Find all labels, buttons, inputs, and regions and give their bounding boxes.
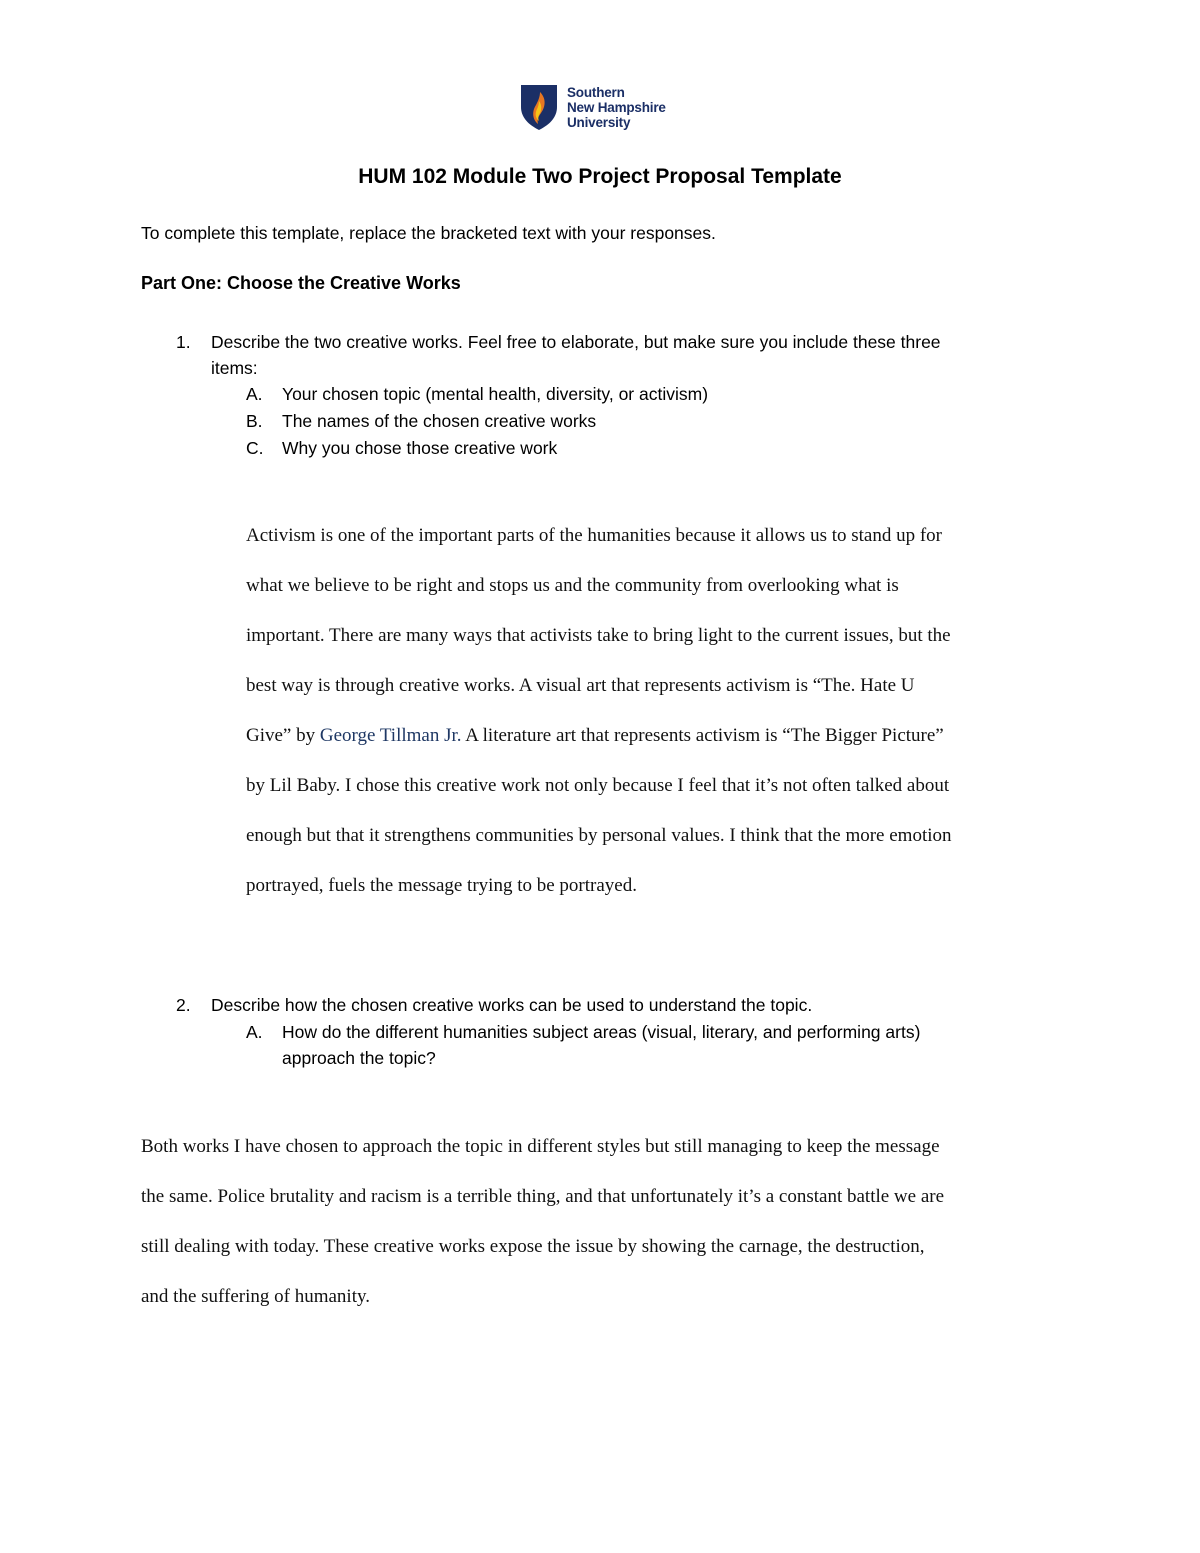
question-1-line-1: Describe the two creative works. Feel free to elaborate, but make sure you include these three <box>211 332 941 352</box>
item-text: How do the different humanities subject areas (visual, literary, and performing arts) <box>282 1022 921 1042</box>
answer-2-paragraph <box>141 1122 1141 1322</box>
item-text: Why you chose those creative work <box>282 438 558 458</box>
item-text: Your chosen topic (mental health, diversity, or activism) <box>282 384 709 404</box>
question-2-number: 2. <box>176 995 191 1015</box>
intro-text: To complete this template, replace the bracketed text with your responses. <box>141 223 716 243</box>
item-text: approach the topic? <box>282 1048 436 1068</box>
answer-1-line: best way is through creative works. A visual art that represents activism is “The. Hate U <box>246 675 915 696</box>
answer-2-line: Both works I have chosen to approach the topic in different styles but still managing to keep the message <box>141 1136 940 1157</box>
answer-1-line <box>246 711 1146 761</box>
document-title: HUM 102 Module Two Project Proposal Template <box>358 165 842 188</box>
answer-1-text: A literature art that represents activism is “The Bigger Picture” <box>461 725 944 746</box>
answer-1-text: Give” by <box>246 725 320 746</box>
logo-line-1: Southern <box>567 85 625 100</box>
answer-2-line: still dealing with today. These creative works expose the issue by showing the carnage, the destruction, <box>141 1236 925 1257</box>
logo-wordmark <box>567 85 666 130</box>
logo-line-3: University <box>567 115 631 130</box>
item-text: The names of the chosen creative works <box>282 411 597 431</box>
question-1 <box>176 329 1076 381</box>
question-1-item-b <box>246 408 596 434</box>
question-1-number: 1. <box>176 332 191 352</box>
answer-2-line: the same. Police brutality and racism is a terrible thing, and that unfortunately it’s a constant battle we are <box>141 1186 945 1207</box>
item-letter: C. <box>246 438 264 458</box>
question-2-item-a <box>246 1019 1106 1071</box>
answer-1-line: enough but that it strengthens communities by personal values. I think that the more emotion <box>246 825 952 846</box>
university-logo <box>519 83 689 133</box>
question-2-line-1: Describe how the chosen creative works can be used to understand the topic. <box>211 995 813 1015</box>
part-one-heading: Part One: Choose the Creative Works <box>141 273 461 293</box>
answer-1-line: portrayed, fuels the message trying to be portrayed. <box>246 875 637 896</box>
answer-2-line: and the suffering of humanity. <box>141 1286 371 1307</box>
question-1-item-a <box>246 381 708 407</box>
flame-shield-icon <box>519 83 559 131</box>
question-1-item-c <box>246 435 557 461</box>
answer-1-line: Activism is one of the important parts of the humanities because it allows us to stand up for <box>246 525 943 546</box>
item-letter: A. <box>246 384 263 404</box>
answer-1-paragraph <box>246 511 1146 911</box>
answer-1-line: what we believe to be right and stops us and the community from overlooking what is <box>246 575 899 596</box>
question-1-line-2: items: <box>211 358 258 378</box>
item-letter: B. <box>246 411 263 431</box>
answer-1-line: important. There are many ways that activists take to bring light to the current issues, but the <box>246 625 951 646</box>
logo-line-2: New Hampshire <box>567 100 666 115</box>
director-name-link[interactable]: George Tillman Jr. <box>319 725 462 746</box>
item-letter: A. <box>246 1022 263 1042</box>
question-2 <box>176 992 1076 1018</box>
answer-1-line: by Lil Baby. I chose this creative work not only because I feel that it’s not often talked about <box>246 775 950 796</box>
